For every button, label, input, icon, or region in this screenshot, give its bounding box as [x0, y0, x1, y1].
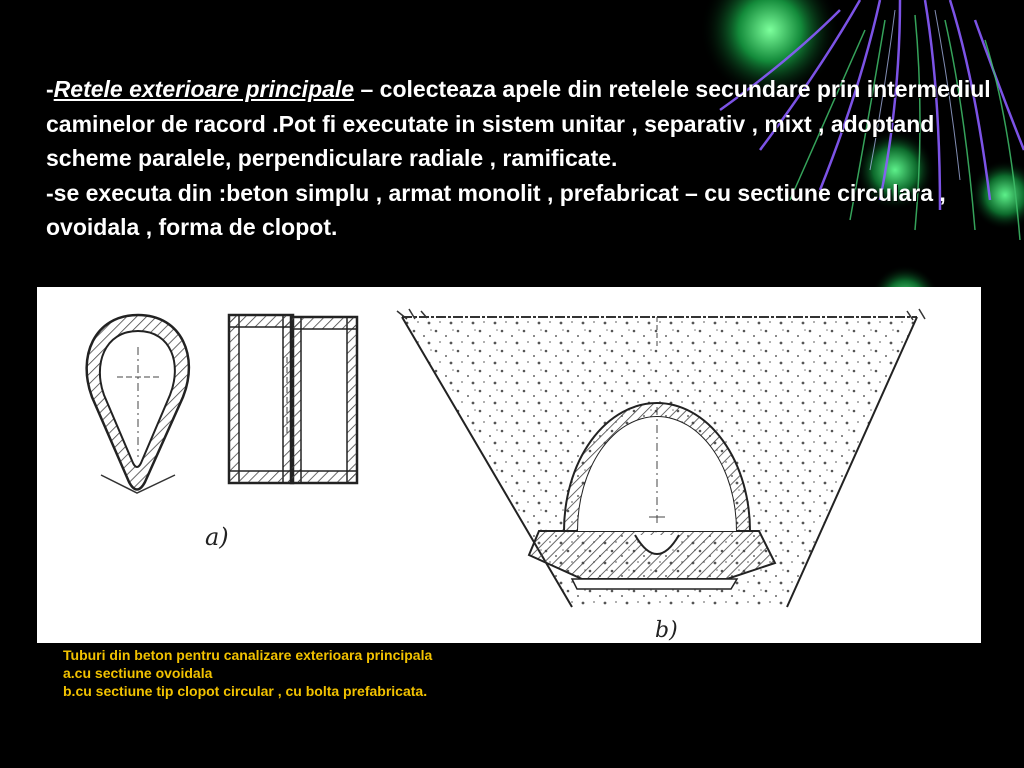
keyword-retele-exterioare-principale: Retele exterioare principale — [53, 76, 355, 102]
bullet-dash: - — [46, 76, 54, 102]
paragraph-retele-principale — [46, 72, 996, 176]
slide-body-text — [46, 72, 996, 245]
ovoid-pipe-section — [87, 315, 189, 493]
figure-label-a: a) — [205, 523, 229, 551]
caption-line-a: a.cu sectiune ovoidala — [63, 665, 213, 681]
paragraph-materiale: -se executa din :beton simplu , armat monolit , prefabricat – cu sectiune circulara , ovoidala , forma de clopot. — [46, 179, 946, 240]
bell-section-trench — [397, 309, 925, 607]
paragraph-body: – colecteaza apele din retelele secundare prin intermediul caminelor de racord .Pot fi executate in sistem unitar , separativ , mixt , adoptand scheme paralele, perpendiculare radiale , ramificate. — [46, 76, 991, 171]
technical-drawing-panel — [37, 287, 981, 643]
technical-drawing — [37, 287, 981, 643]
pipe-side-view — [229, 315, 357, 483]
figure-label-b: b) — [655, 618, 678, 643]
figure-caption — [63, 646, 763, 700]
caption-line-b: b.cu sectiune tip clopot circular , cu bolta prefabricata. — [63, 683, 428, 699]
caption-line-title: Tuburi din beton pentru canalizare exterioara principala — [63, 647, 433, 663]
